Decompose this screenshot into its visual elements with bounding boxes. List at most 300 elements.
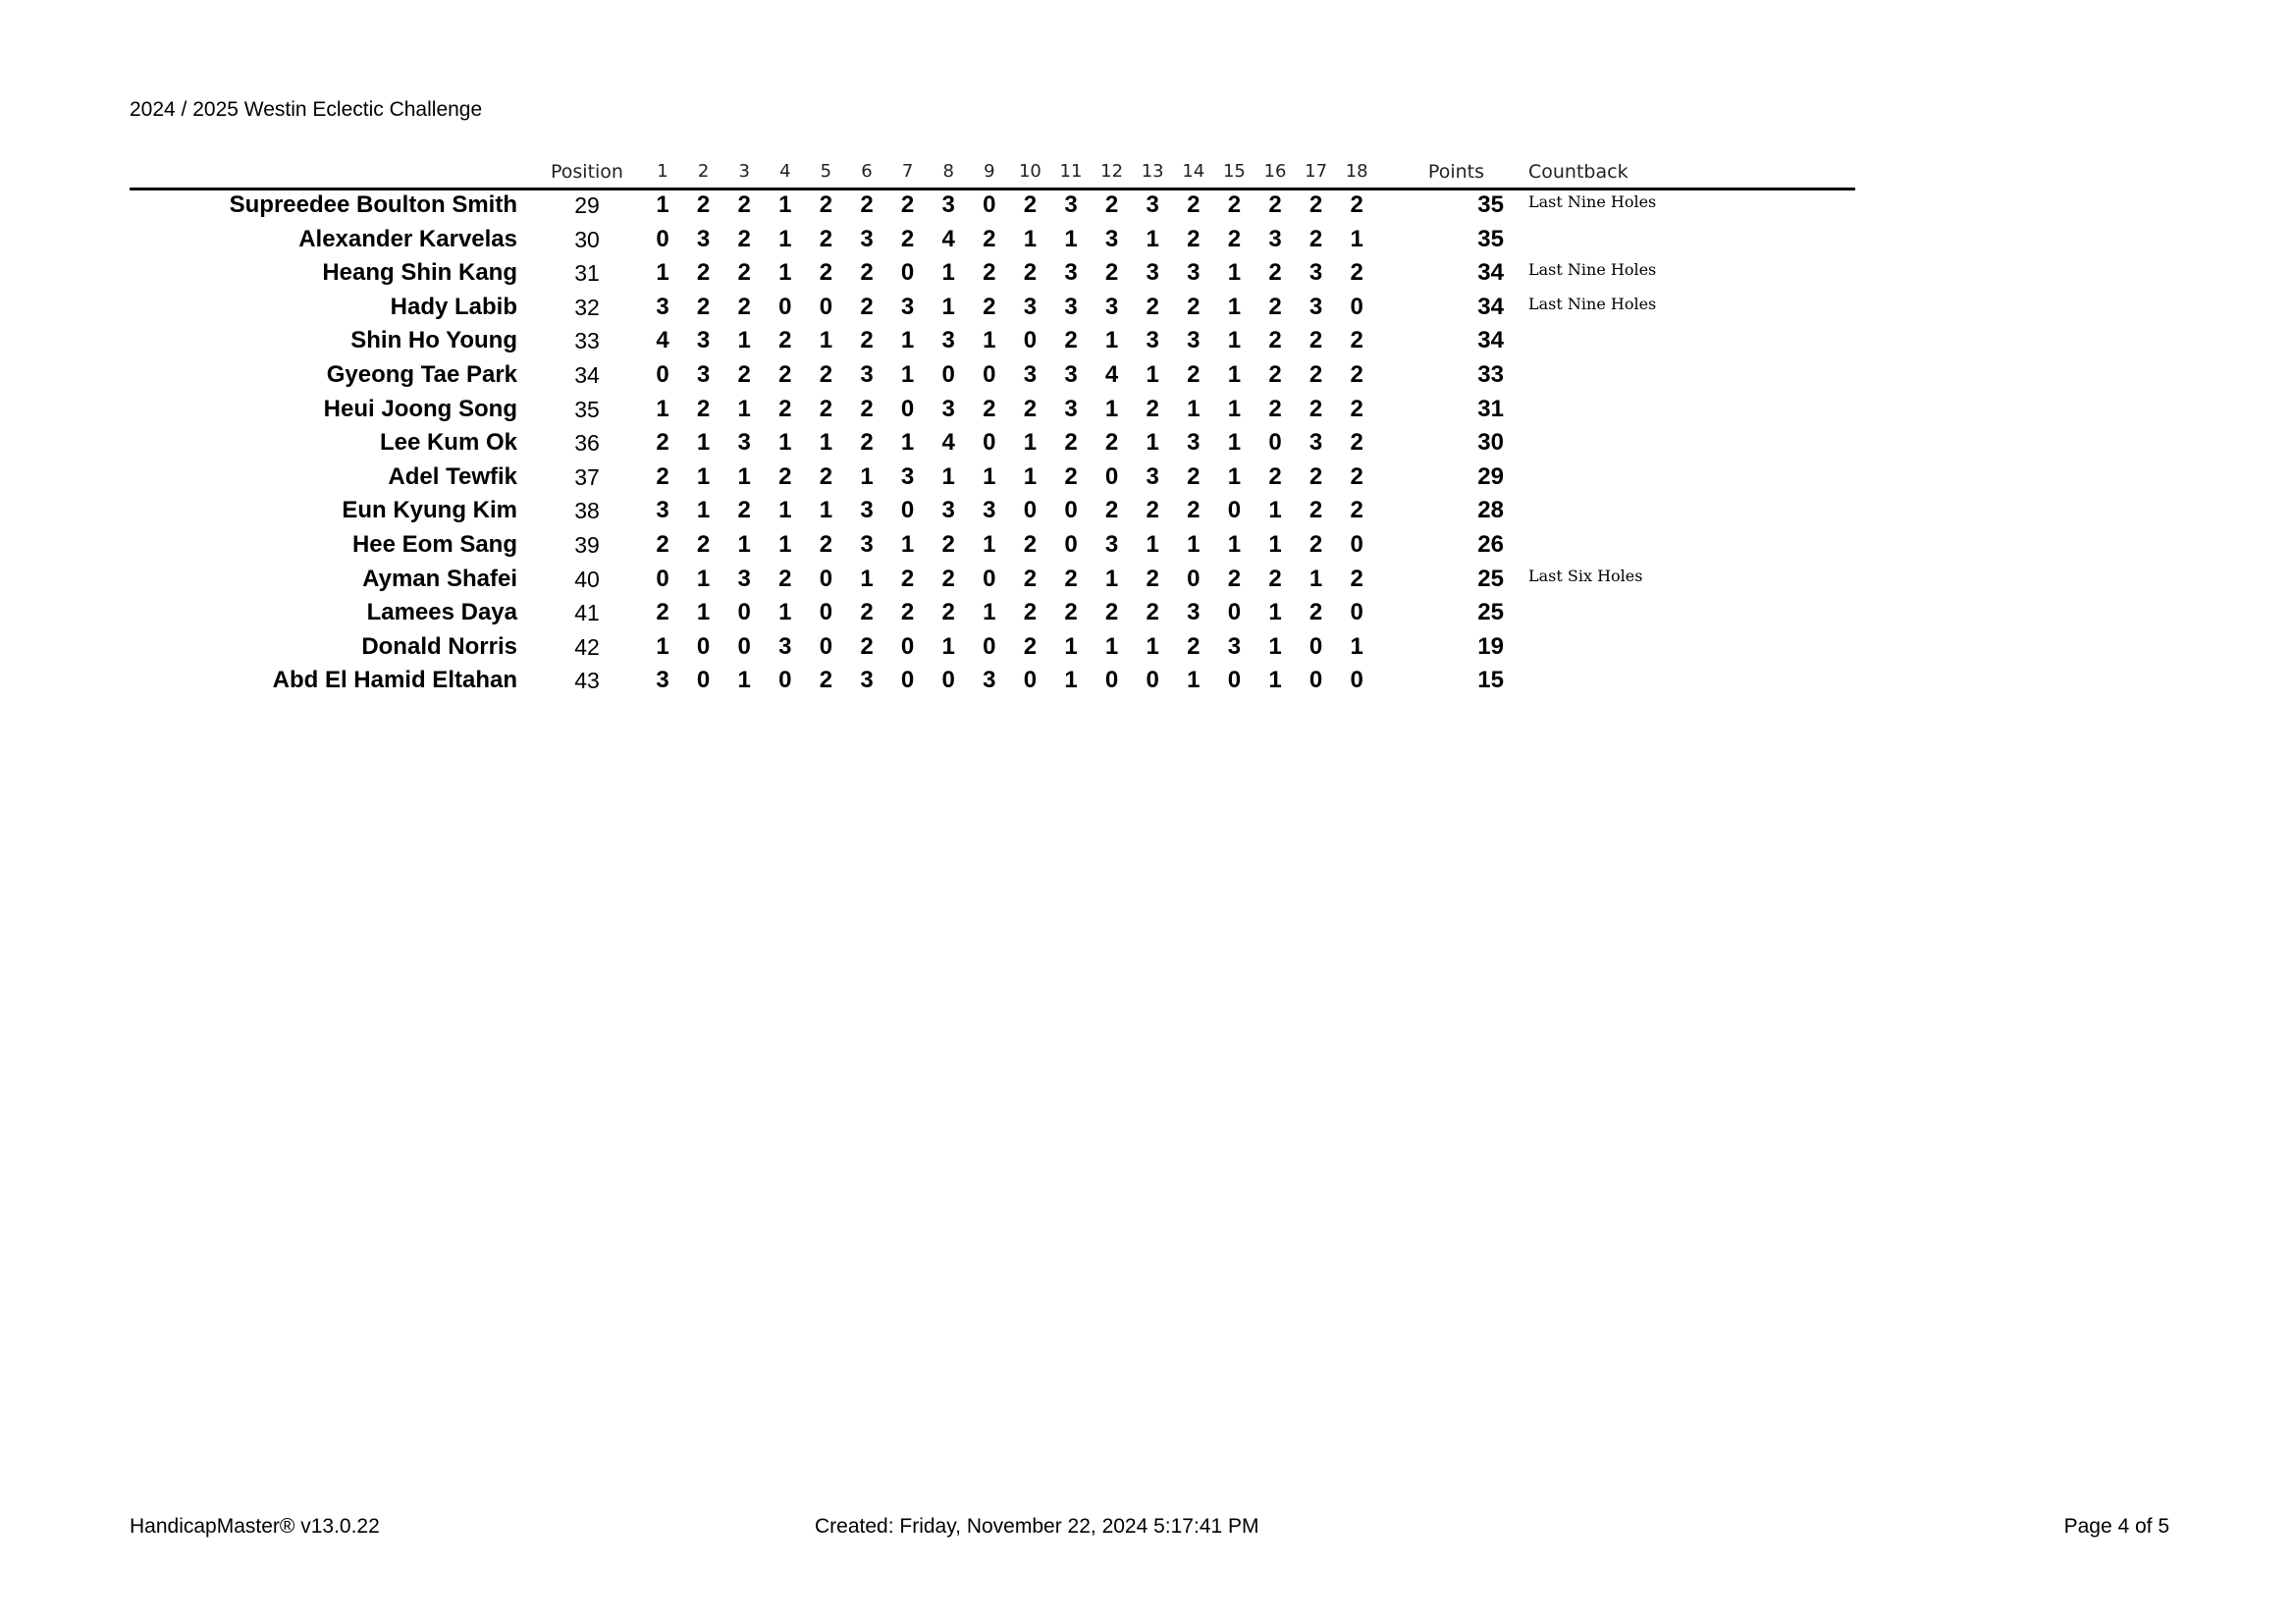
hole-score-4: 2 (778, 395, 792, 422)
hole-score-8: 4 (941, 429, 955, 457)
hole-score-2: 2 (696, 259, 711, 287)
hole-score-7: 1 (900, 327, 915, 354)
player-countback: Last Nine Holes (1528, 294, 1657, 313)
hole-score-15: 1 (1227, 395, 1242, 422)
hole-score-15: 0 (1227, 667, 1242, 694)
hole-score-11: 2 (1064, 429, 1078, 457)
hole-score-11: 2 (1064, 599, 1078, 626)
hole-score-1: 2 (656, 530, 669, 558)
hole-score-16: 2 (1268, 360, 1282, 388)
hole-score-17: 2 (1308, 497, 1323, 524)
hole-score-17: 2 (1308, 360, 1323, 388)
player-position: 38 (574, 498, 600, 524)
hole-score-14: 2 (1187, 293, 1201, 320)
player-name: Adel Tewfik (388, 462, 517, 490)
hole-score-18: 2 (1350, 360, 1363, 388)
player-name: Donald Norris (361, 632, 517, 660)
hole-score-8: 2 (941, 599, 955, 626)
hole-score-3: 3 (737, 565, 751, 592)
hole-score-18: 2 (1350, 497, 1363, 524)
header-hole-2: 2 (697, 161, 710, 182)
hole-score-18: 1 (1350, 225, 1363, 252)
hole-score-10: 0 (1023, 327, 1038, 354)
hole-score-6: 1 (860, 565, 874, 592)
hole-score-13: 1 (1146, 530, 1159, 558)
hole-score-1: 4 (656, 327, 669, 354)
hole-score-17: 2 (1308, 462, 1323, 490)
hole-score-6: 2 (860, 599, 874, 626)
player-position: 42 (574, 633, 600, 660)
header-hole-12: 12 (1100, 161, 1124, 182)
hole-score-10: 1 (1023, 462, 1038, 490)
hole-score-16: 1 (1268, 497, 1282, 524)
player-position: 35 (574, 396, 600, 422)
hole-score-13: 3 (1146, 327, 1159, 354)
hole-score-8: 4 (941, 225, 955, 252)
hole-score-16: 2 (1268, 327, 1282, 354)
hole-score-5: 2 (819, 225, 833, 252)
header-hole-18: 18 (1345, 161, 1368, 182)
header-hole-1: 1 (657, 161, 668, 182)
hole-score-5: 2 (819, 530, 833, 558)
hole-score-12: 1 (1104, 565, 1119, 592)
header-hole-5: 5 (820, 161, 832, 182)
hole-score-4: 1 (778, 497, 792, 524)
hole-score-7: 0 (900, 395, 915, 422)
player-name: Lee Kum Ok (379, 429, 517, 457)
hole-score-7: 1 (900, 360, 915, 388)
hole-score-10: 2 (1023, 395, 1038, 422)
hole-score-12: 3 (1104, 530, 1119, 558)
hole-score-7: 0 (900, 497, 915, 524)
player-points: 19 (1477, 632, 1504, 660)
player-points: 28 (1477, 497, 1504, 524)
hole-score-2: 2 (696, 530, 711, 558)
hole-score-17: 3 (1308, 259, 1323, 287)
player-countback: Last Nine Holes (1528, 260, 1657, 280)
hole-score-16: 2 (1268, 395, 1282, 422)
hole-score-17: 2 (1308, 225, 1323, 252)
header-hole-8: 8 (942, 161, 954, 182)
hole-score-17: 2 (1308, 530, 1323, 558)
hole-score-7: 2 (900, 225, 915, 252)
hole-score-1: 1 (656, 395, 669, 422)
hole-score-6: 3 (860, 530, 874, 558)
hole-score-8: 2 (941, 565, 955, 592)
hole-score-10: 2 (1023, 632, 1038, 660)
hole-score-2: 2 (696, 395, 711, 422)
hole-score-4: 1 (778, 429, 792, 457)
hole-score-6: 2 (860, 191, 874, 218)
hole-score-13: 2 (1146, 497, 1159, 524)
hole-score-4: 1 (778, 259, 792, 287)
hole-score-8: 3 (941, 191, 955, 218)
hole-score-1: 1 (656, 632, 669, 660)
hole-score-16: 0 (1268, 429, 1282, 457)
player-position: 41 (574, 600, 600, 626)
player-points: 33 (1477, 360, 1504, 388)
hole-score-4: 1 (778, 599, 792, 626)
hole-score-8: 3 (941, 497, 955, 524)
hole-score-8: 0 (941, 667, 955, 694)
player-position: 33 (574, 328, 600, 354)
hole-score-9: 1 (983, 530, 996, 558)
hole-score-12: 1 (1104, 632, 1119, 660)
hole-score-12: 2 (1104, 259, 1119, 287)
hole-score-7: 3 (900, 462, 915, 490)
hole-score-1: 0 (656, 565, 669, 592)
hole-score-16: 2 (1268, 191, 1282, 218)
hole-score-3: 3 (737, 429, 751, 457)
hole-score-11: 3 (1064, 259, 1078, 287)
player-points: 26 (1477, 530, 1504, 558)
hole-score-8: 3 (941, 327, 955, 354)
player-position: 39 (574, 531, 600, 558)
hole-score-3: 2 (737, 497, 751, 524)
hole-score-14: 2 (1187, 462, 1201, 490)
player-points: 35 (1477, 191, 1504, 218)
hole-score-10: 2 (1023, 565, 1038, 592)
document-title: 2024 / 2025 Westin Eclectic Challenge (130, 98, 483, 121)
hole-score-12: 3 (1104, 293, 1119, 320)
player-name: Abd El Hamid Eltahan (272, 667, 517, 694)
header-hole-11: 11 (1059, 161, 1083, 182)
hole-score-10: 1 (1023, 429, 1038, 457)
hole-score-1: 2 (656, 429, 669, 457)
hole-score-16: 2 (1268, 462, 1282, 490)
hole-score-10: 2 (1023, 191, 1038, 218)
hole-score-13: 2 (1146, 395, 1159, 422)
hole-score-3: 2 (737, 293, 751, 320)
hole-score-4: 2 (778, 462, 792, 490)
hole-score-18: 2 (1350, 259, 1363, 287)
hole-score-9: 0 (983, 429, 996, 457)
hole-score-5: 0 (819, 632, 833, 660)
hole-score-18: 2 (1350, 429, 1363, 457)
footer-created-date: Created: Friday, November 22, 2024 5:17:41 PM (815, 1515, 1259, 1538)
hole-score-12: 1 (1104, 395, 1119, 422)
player-points: 15 (1477, 667, 1504, 694)
hole-score-9: 2 (983, 259, 996, 287)
player-position: 31 (574, 260, 600, 287)
footer-software: HandicapMaster® v13.0.22 (130, 1515, 380, 1538)
hole-score-2: 2 (696, 191, 711, 218)
player-position: 30 (574, 226, 600, 252)
hole-score-9: 3 (983, 667, 996, 694)
player-points: 35 (1477, 225, 1504, 252)
player-countback: Last Nine Holes (1528, 192, 1657, 211)
hole-score-16: 3 (1268, 225, 1282, 252)
hole-score-18: 0 (1350, 293, 1363, 320)
hole-score-1: 3 (656, 293, 669, 320)
hole-score-10: 3 (1023, 360, 1038, 388)
hole-score-3: 2 (737, 259, 751, 287)
footer-page-number: Page 4 of 5 (2063, 1515, 2169, 1538)
hole-score-4: 2 (778, 327, 792, 354)
hole-score-18: 2 (1350, 191, 1363, 218)
hole-score-6: 2 (860, 395, 874, 422)
hole-score-5: 1 (819, 429, 833, 457)
hole-score-6: 3 (860, 225, 874, 252)
hole-score-7: 2 (900, 191, 915, 218)
hole-score-9: 0 (983, 565, 996, 592)
hole-score-4: 0 (778, 293, 792, 320)
hole-score-18: 2 (1350, 565, 1363, 592)
header-countback: Countback (1528, 161, 1629, 183)
player-points: 34 (1477, 293, 1504, 320)
header-hole-16: 16 (1263, 161, 1287, 182)
hole-score-12: 2 (1104, 429, 1119, 457)
player-position: 36 (574, 430, 600, 457)
hole-score-7: 2 (900, 599, 915, 626)
header-hole-6: 6 (861, 161, 873, 182)
player-position: 43 (574, 668, 600, 694)
hole-score-14: 3 (1187, 599, 1201, 626)
hole-score-11: 1 (1064, 225, 1078, 252)
player-name: Eun Kyung Kim (342, 497, 517, 524)
hole-score-10: 0 (1023, 667, 1038, 694)
hole-score-2: 1 (696, 497, 711, 524)
header-hole-14: 14 (1182, 161, 1205, 182)
hole-score-12: 2 (1104, 599, 1119, 626)
player-points: 30 (1477, 429, 1504, 457)
hole-score-6: 2 (860, 259, 874, 287)
hole-score-3: 1 (737, 462, 751, 490)
hole-score-4: 3 (778, 632, 792, 660)
hole-score-14: 2 (1187, 360, 1201, 388)
hole-score-3: 1 (737, 530, 751, 558)
player-name: Heui Joong Song (323, 395, 517, 422)
hole-score-10: 2 (1023, 259, 1038, 287)
hole-score-5: 1 (819, 327, 833, 354)
hole-score-15: 2 (1227, 225, 1242, 252)
header-hole-13: 13 (1141, 161, 1164, 182)
hole-score-13: 1 (1146, 225, 1159, 252)
header-hole-17: 17 (1305, 161, 1328, 182)
hole-score-14: 3 (1187, 259, 1201, 287)
hole-score-5: 1 (819, 497, 833, 524)
hole-score-13: 3 (1146, 191, 1159, 218)
hole-score-11: 2 (1064, 565, 1078, 592)
hole-score-10: 3 (1023, 293, 1038, 320)
hole-score-18: 1 (1350, 632, 1363, 660)
hole-score-4: 1 (778, 225, 792, 252)
hole-score-8: 1 (941, 259, 955, 287)
player-points: 25 (1477, 565, 1504, 592)
header-hole-7: 7 (901, 161, 914, 182)
player-name: Heang Shin Kang (322, 259, 517, 287)
hole-score-5: 2 (819, 259, 833, 287)
hole-score-11: 3 (1064, 360, 1078, 388)
hole-score-6: 3 (860, 497, 874, 524)
hole-score-6: 2 (860, 327, 874, 354)
hole-score-3: 1 (737, 395, 751, 422)
hole-score-16: 2 (1268, 259, 1282, 287)
hole-score-5: 2 (819, 462, 833, 490)
hole-score-17: 2 (1308, 327, 1323, 354)
hole-score-3: 1 (737, 327, 751, 354)
player-name: Gyeong Tae Park (326, 360, 517, 388)
hole-score-15: 1 (1227, 360, 1242, 388)
hole-score-12: 0 (1104, 462, 1119, 490)
player-position: 37 (574, 463, 600, 490)
hole-score-1: 2 (656, 462, 669, 490)
hole-score-13: 2 (1146, 565, 1159, 592)
hole-score-5: 0 (819, 599, 833, 626)
hole-score-2: 2 (696, 293, 711, 320)
hole-score-14: 1 (1187, 395, 1201, 422)
hole-score-4: 1 (778, 530, 792, 558)
hole-score-14: 2 (1187, 191, 1201, 218)
hole-score-11: 0 (1064, 530, 1078, 558)
hole-score-2: 3 (696, 360, 711, 388)
hole-score-7: 0 (900, 632, 915, 660)
hole-score-3: 1 (737, 667, 751, 694)
hole-score-13: 3 (1146, 259, 1159, 287)
hole-score-13: 2 (1146, 599, 1159, 626)
hole-score-12: 0 (1104, 667, 1119, 694)
hole-score-3: 0 (737, 599, 751, 626)
hole-score-17: 0 (1308, 632, 1323, 660)
hole-score-4: 0 (778, 667, 792, 694)
player-points: 34 (1477, 327, 1504, 354)
hole-score-11: 2 (1064, 462, 1078, 490)
hole-score-2: 1 (696, 599, 711, 626)
hole-score-12: 2 (1104, 497, 1119, 524)
hole-score-13: 3 (1146, 462, 1159, 490)
hole-score-5: 0 (819, 565, 833, 592)
hole-score-3: 2 (737, 191, 751, 218)
hole-score-18: 0 (1350, 667, 1363, 694)
hole-score-15: 1 (1227, 293, 1242, 320)
hole-score-15: 1 (1227, 530, 1242, 558)
hole-score-9: 2 (983, 395, 996, 422)
player-name: Lamees Daya (366, 599, 517, 626)
hole-score-5: 2 (819, 667, 833, 694)
hole-score-18: 2 (1350, 462, 1363, 490)
hole-score-18: 0 (1350, 599, 1363, 626)
hole-score-14: 1 (1187, 530, 1201, 558)
hole-score-9: 0 (983, 191, 996, 218)
hole-score-5: 2 (819, 395, 833, 422)
hole-score-2: 1 (696, 565, 711, 592)
hole-score-12: 2 (1104, 191, 1119, 218)
hole-score-1: 0 (656, 225, 669, 252)
hole-score-17: 0 (1308, 667, 1323, 694)
hole-score-9: 1 (983, 599, 996, 626)
player-name: Hee Eom Sang (351, 530, 517, 558)
hole-score-15: 0 (1227, 497, 1242, 524)
hole-score-16: 1 (1268, 530, 1282, 558)
hole-score-7: 3 (900, 293, 915, 320)
hole-score-2: 3 (696, 225, 711, 252)
player-position: 32 (574, 294, 600, 320)
hole-score-13: 1 (1146, 360, 1159, 388)
hole-score-8: 2 (941, 530, 955, 558)
player-countback: Last Six Holes (1528, 566, 1643, 585)
hole-score-15: 2 (1227, 191, 1242, 218)
header-position: Position (551, 161, 623, 183)
hole-score-1: 1 (656, 191, 669, 218)
hole-score-7: 2 (900, 565, 915, 592)
hole-score-17: 2 (1308, 599, 1323, 626)
player-position: 29 (574, 192, 600, 218)
hole-score-1: 3 (656, 497, 669, 524)
hole-score-2: 0 (696, 632, 711, 660)
hole-score-8: 1 (941, 293, 955, 320)
player-name: Hady Labib (390, 293, 517, 320)
hole-score-1: 0 (656, 360, 669, 388)
hole-score-6: 1 (860, 462, 874, 490)
hole-score-5: 2 (819, 191, 833, 218)
hole-score-15: 1 (1227, 462, 1242, 490)
hole-score-9: 0 (983, 632, 996, 660)
hole-score-1: 2 (656, 599, 669, 626)
player-points: 34 (1477, 259, 1504, 287)
header-hole-3: 3 (738, 161, 750, 182)
hole-score-6: 2 (860, 632, 874, 660)
hole-score-14: 3 (1187, 429, 1201, 457)
hole-score-8: 1 (941, 462, 955, 490)
hole-score-9: 0 (983, 360, 996, 388)
hole-score-15: 3 (1227, 632, 1242, 660)
hole-score-13: 2 (1146, 293, 1159, 320)
hole-score-9: 2 (983, 293, 996, 320)
hole-score-10: 2 (1023, 599, 1038, 626)
hole-score-2: 3 (696, 327, 711, 354)
hole-score-11: 1 (1064, 667, 1078, 694)
hole-score-18: 2 (1350, 395, 1363, 422)
hole-score-7: 0 (900, 667, 915, 694)
hole-score-9: 1 (983, 327, 996, 354)
hole-score-2: 1 (696, 462, 711, 490)
hole-score-4: 2 (778, 565, 792, 592)
hole-score-12: 1 (1104, 327, 1119, 354)
hole-score-12: 3 (1104, 225, 1119, 252)
hole-score-14: 2 (1187, 632, 1201, 660)
hole-score-15: 1 (1227, 259, 1242, 287)
hole-score-10: 1 (1023, 225, 1038, 252)
hole-score-15: 0 (1227, 599, 1242, 626)
hole-score-16: 2 (1268, 293, 1282, 320)
header-hole-9: 9 (984, 161, 995, 182)
hole-score-11: 3 (1064, 293, 1078, 320)
hole-score-11: 1 (1064, 632, 1078, 660)
hole-score-14: 1 (1187, 667, 1201, 694)
hole-score-11: 2 (1064, 327, 1078, 354)
hole-score-4: 1 (778, 191, 792, 218)
hole-score-10: 2 (1023, 530, 1038, 558)
hole-score-16: 2 (1268, 565, 1282, 592)
hole-score-13: 0 (1146, 667, 1159, 694)
player-position: 34 (574, 361, 600, 388)
hole-score-13: 1 (1146, 429, 1159, 457)
hole-score-1: 1 (656, 259, 669, 287)
player-position: 40 (574, 566, 600, 592)
hole-score-10: 0 (1023, 497, 1038, 524)
hole-score-14: 2 (1187, 497, 1201, 524)
hole-score-1: 3 (656, 667, 669, 694)
hole-score-16: 1 (1268, 667, 1282, 694)
hole-score-3: 0 (737, 632, 751, 660)
hole-score-14: 3 (1187, 327, 1201, 354)
header-points: Points (1427, 161, 1484, 183)
player-name: Shin Ho Young (350, 327, 517, 354)
player-points: 25 (1477, 599, 1504, 626)
hole-score-5: 2 (819, 360, 833, 388)
header-hole-10: 10 (1018, 161, 1041, 182)
hole-score-13: 1 (1146, 632, 1159, 660)
